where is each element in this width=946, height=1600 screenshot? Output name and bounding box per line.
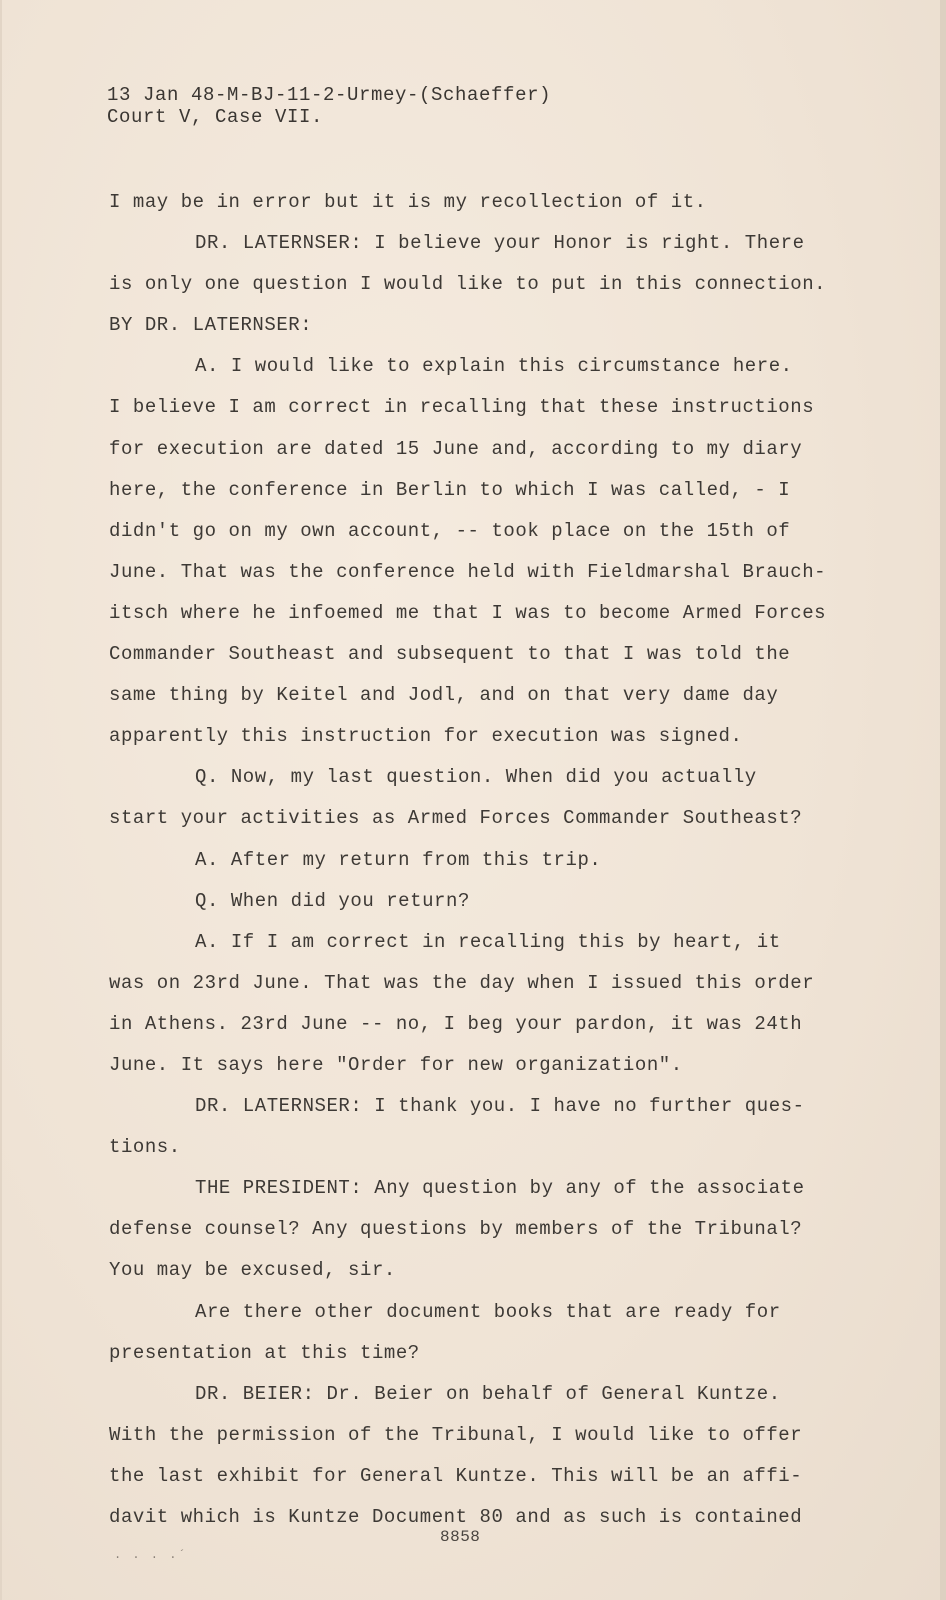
transcript-line: Are there other document books that are ready for — [195, 1300, 781, 1323]
transcript-line: I may be in error but it is my recollection of it. — [109, 191, 707, 213]
transcript-line: THE PRESIDENT: Any question by any of the associate — [195, 1177, 805, 1200]
transcript-line: apparently this instruction for execution was signed. — [109, 725, 743, 748]
document-header — [107, 84, 551, 128]
transcript-line: the last exhibit for General Kuntze. This will be an affi- — [109, 1464, 803, 1487]
transcript-line: A. If I am correct in recalling this by heart, it — [195, 930, 781, 953]
transcript-line: didn't go on my own account, -- took place on the 15th of — [109, 519, 791, 542]
transcript-line: tions. — [109, 1136, 181, 1159]
transcript-line: A. After my return from this trip. — [195, 848, 602, 871]
header-line-2: Court V, Case VII. — [107, 106, 324, 128]
transcript-line: for execution are dated 15 June and, according to my diary — [109, 437, 803, 460]
transcript-line: was on 23rd June. That was the day when I issued this order — [109, 971, 815, 994]
transcript-line: Commander Southeast and subsequent to that I was told the — [109, 643, 791, 666]
header-line-1: 13 Jan 48-M-BJ-11-2-Urmey-(Schaeffer) — [107, 84, 552, 106]
transcript-body — [109, 182, 869, 1538]
transcript-line: DR. BEIER: Dr. Beier on behalf of General Kuntze. — [195, 1382, 781, 1405]
transcript-line: is only one question I would like to put in this connection. — [109, 273, 827, 296]
transcript-line: in Athens. 23rd June -- no, I beg your pardon, it was 24th — [109, 1012, 803, 1035]
transcript-line: same thing by Keitel and Jodl, and on that very dame day — [109, 684, 779, 707]
transcript-line: BY DR. LATERNSER: — [109, 314, 313, 337]
transcript-line: start your activities as Armed Forces Commander Southeast? — [109, 807, 803, 830]
transcript-line: I believe I am correct in recalling that these instructions — [109, 396, 815, 419]
page-number: 8858 — [440, 1528, 481, 1546]
transcript-line: DR. LATERNSER: I thank you. I have no further ques- — [195, 1095, 805, 1118]
transcript-line: DR. LATERNSER: I believe your Honor is right. There — [195, 232, 805, 255]
transcript-line: Q. When did you return? — [195, 889, 470, 912]
transcript-line: Q. Now, my last question. When did you actually — [195, 766, 757, 789]
transcript-line: itsch where he infoemed me that I was to become Armed Forces — [109, 601, 827, 624]
transcript-line: davit which is Kuntze Document 80 and as such is contained — [109, 1506, 803, 1528]
transcript-line: June. It says here "Order for new organization". — [109, 1053, 683, 1076]
stray-marks: . . . .´ — [114, 1548, 188, 1562]
transcript-line: You may be excused, sir. — [109, 1259, 396, 1282]
transcript-line: defense counsel? Any questions by members of the Tribunal? — [109, 1218, 803, 1241]
transcript-line: June. That was the conference held with Fieldmarshal Brauch- — [109, 560, 827, 583]
transcript-line: here, the conference in Berlin to which I was called, - I — [109, 478, 791, 501]
transcript-line: A. I would like to explain this circumstance here. — [195, 355, 793, 378]
transcript-line: With the permission of the Tribunal, I would like to offer — [109, 1423, 803, 1446]
transcript-line: presentation at this time? — [109, 1341, 420, 1364]
